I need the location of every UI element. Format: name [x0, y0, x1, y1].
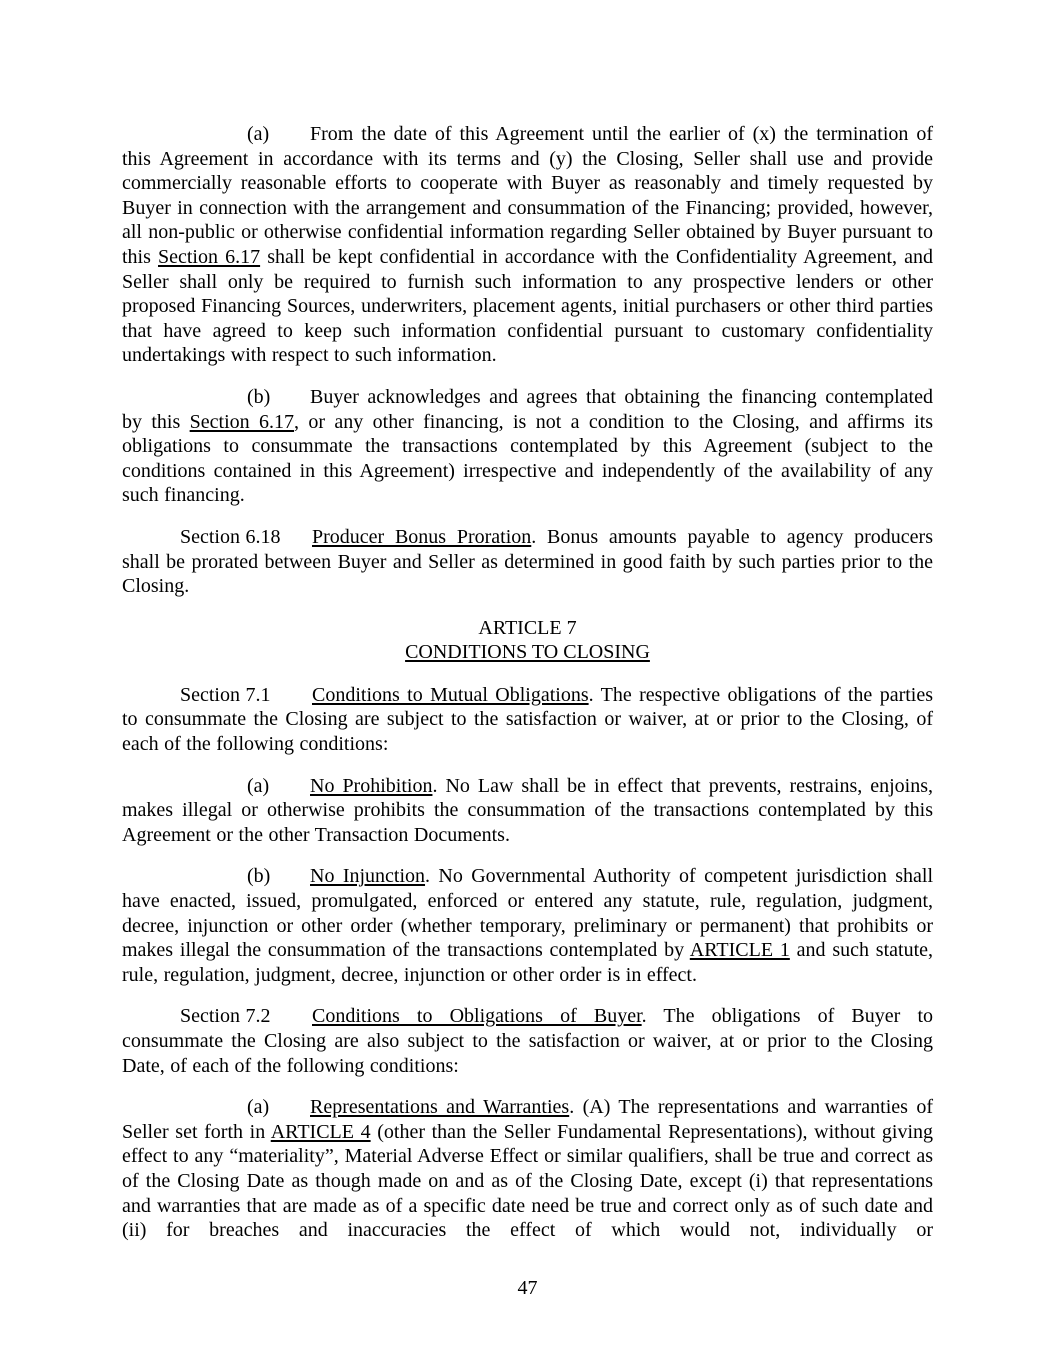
paragraph-lead-label: (a): [247, 774, 270, 797]
underlined-text-run: No Prohibition: [310, 774, 433, 797]
underlined-text-run: No Injunction: [310, 865, 426, 888]
text-run: . No Law shall be in effect that prevents, restrains, enjoins, makes illegal or otherwise prohibits the consummation of the transactions contemplated by this Agreement or the other Transaction Documents.: [122, 774, 934, 846]
underlined-text-run: CONDITIONS TO CLOSING: [405, 641, 650, 664]
text-run: Buyer acknowledges and agrees that obtaining the financing contemplated by this: [122, 385, 933, 433]
paragraph: [122, 385, 933, 508]
text-run: and such statute, rule, regulation, judgment, decree, injunction or other order is in effect.: [122, 939, 934, 986]
paragraph: [122, 122, 933, 368]
text-run: . (A) The representations and warranties of Seller set forth in: [122, 1096, 933, 1143]
text-run: . The respective obligations of the parties to consummate the Closing are subject to the satisfaction or waiver, at or prior to the Closing, of each of the following conditions:: [122, 683, 933, 756]
underlined-text-run: Section 6.17: [158, 245, 261, 268]
paragraph: [122, 1095, 933, 1243]
paragraph-lead-label: Section 7.1: [180, 683, 271, 706]
text-run: , or any other financing, is not a condition to the Closing, and affirms its obligations to consummate the transactions contemplated by this Agreement (subject to the conditions contained in this Agreement) irrespective and independently of the availability of any such financing.: [122, 410, 933, 507]
text-run: . Bonus amounts payable to agency producers shall be prorated between Buyer and Seller as determined in good faith by such parties prior to the Closing.: [122, 525, 933, 598]
paragraph: [122, 1004, 933, 1078]
paragraph-lead-label: (a): [247, 123, 270, 145]
underlined-text-run: Representations and Warranties: [310, 1096, 570, 1119]
text-run: shall be kept confidential in accordance with the Confidentiality Agreement, and Seller shall only be required to furnish such information to any prospective lenders or other proposed Financing Sources, underwriters, placement agents, initial purchasers or other third parties that have agreed to keep such information confidential pursuant to customary confidentiality undertakings with respect to such information.: [122, 245, 933, 367]
underlined-text-run: Producer Bonus Proration: [312, 525, 532, 548]
section-heading: [122, 616, 933, 641]
page-number: 47: [517, 1277, 538, 1299]
document-content: [122, 122, 933, 1260]
paragraph-lead-label: Section 6.18: [180, 525, 281, 548]
paragraph-lead-label: (b): [247, 385, 271, 408]
underlined-text-run: Section 6.17: [189, 410, 294, 433]
paragraph: [122, 864, 933, 987]
paragraph-lead-label: (a): [247, 1096, 270, 1119]
underlined-text-run: ARTICLE 4: [270, 1120, 371, 1143]
text-run: . The obligations of Buyer to consummate the Closing are also subject to the satisfaction or waiver, at or prior to the Closing Date, of each of the following conditions:: [122, 1005, 933, 1077]
underlined-text-run: ARTICLE 1: [689, 939, 790, 962]
text-run: (other than the Seller Fundamental Representations), without giving effect to any “materiality”, Material Adverse Effect or similar qualifiers, shall be true and correct as of the Closing Date as though made on and as of the Closing Date, except (i) that representations and warranties that are made as of a specific date need be true and correct only as of such date and (ii) for breaches and inaccuracies the effect of which would not, individually or: [122, 1120, 934, 1242]
underlined-text-run: Conditions to Mutual Obligations: [312, 683, 589, 706]
paragraph: [122, 525, 933, 599]
text-run: . No Governmental Authority of competent jurisdiction shall have enacted, issued, promulgated, enforced or entered any statute, rule, regulation, judgment, decree, injunction or other order (whether temporary, preliminary or permanent) that prohibits or makes illegal the consummation of the transactions contemplated by: [122, 865, 933, 962]
text-run: From the date of this Agreement until the earlier of (x) the termination of this Agreement in accordance with its terms and (y) the Closing, Seller shall use and provide commercially reasonable efforts to cooperate with Buyer as reasonably and timely requested by Buyer in connection with the arrangement and consummation of the Financing; provided, however, all non-public or otherwise confidential information regarding Seller obtained by Buyer pursuant to this: [122, 123, 933, 268]
paragraph: [122, 683, 933, 757]
paragraph-lead-label: (b): [247, 865, 271, 888]
section-heading: [122, 640, 933, 665]
underlined-text-run: Conditions to Obligations of Buyer: [312, 1005, 642, 1028]
text-run: ARTICLE 7: [478, 616, 577, 639]
paragraph: [122, 774, 933, 848]
paragraph-lead-label: Section 7.2: [180, 1005, 271, 1028]
